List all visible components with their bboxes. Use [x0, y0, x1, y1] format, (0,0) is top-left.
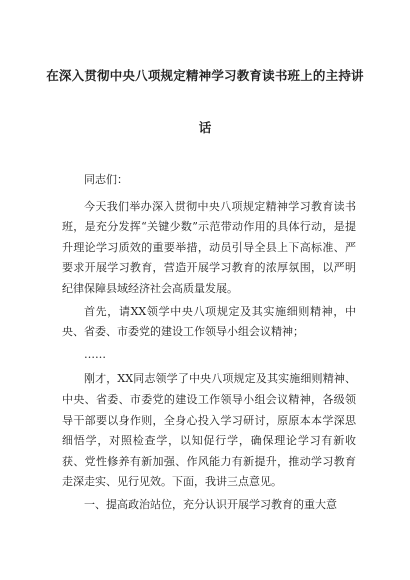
document-title-continuation: 话	[198, 120, 212, 135]
ellipsis-line: ……	[84, 347, 106, 361]
greeting: 同志们：	[84, 173, 128, 186]
paragraph-first: 首先，请XX领学中央八项规定及其实施细则精神，中央、省委、市委党的建设工作领导小组会议精神；	[62, 304, 356, 339]
paragraph-intro: 今天我们举办深入贯彻中央八项规定精神学习教育读书班，是充分发挥“关键少数”示范带动作用的具体行动，是提升理论学习质效的重要举措，动员引导全县上下高标准、严要求开展学习教育，营造开展学习教育的浓厚氛围，以严明纪律保障县域经济社会高质量发展。	[62, 199, 356, 295]
document-body	[62, 170, 356, 516]
section-heading-one: 一、提高政治站位，充分认识开展学习教育的重大意	[84, 497, 337, 511]
document-title: 在深入贯彻中央八项规定精神学习教育读书班上的主持讲	[46, 68, 364, 83]
paragraph-summary: 刚才，XX同志领学了中央八项规定及其实施细则精神、中央、省委、市委党的建设工作领导小组会议精神，各级领导干部要以身作则，全身心投入学习研讨，原原本本学深思细悟学，对照检查学，以知促行学，确保理论学习有新收获、党性修养有新加强、作风能力有新提升，推动学习教育走深走实、见行见效。下面，我讲三点意见。	[62, 372, 356, 489]
